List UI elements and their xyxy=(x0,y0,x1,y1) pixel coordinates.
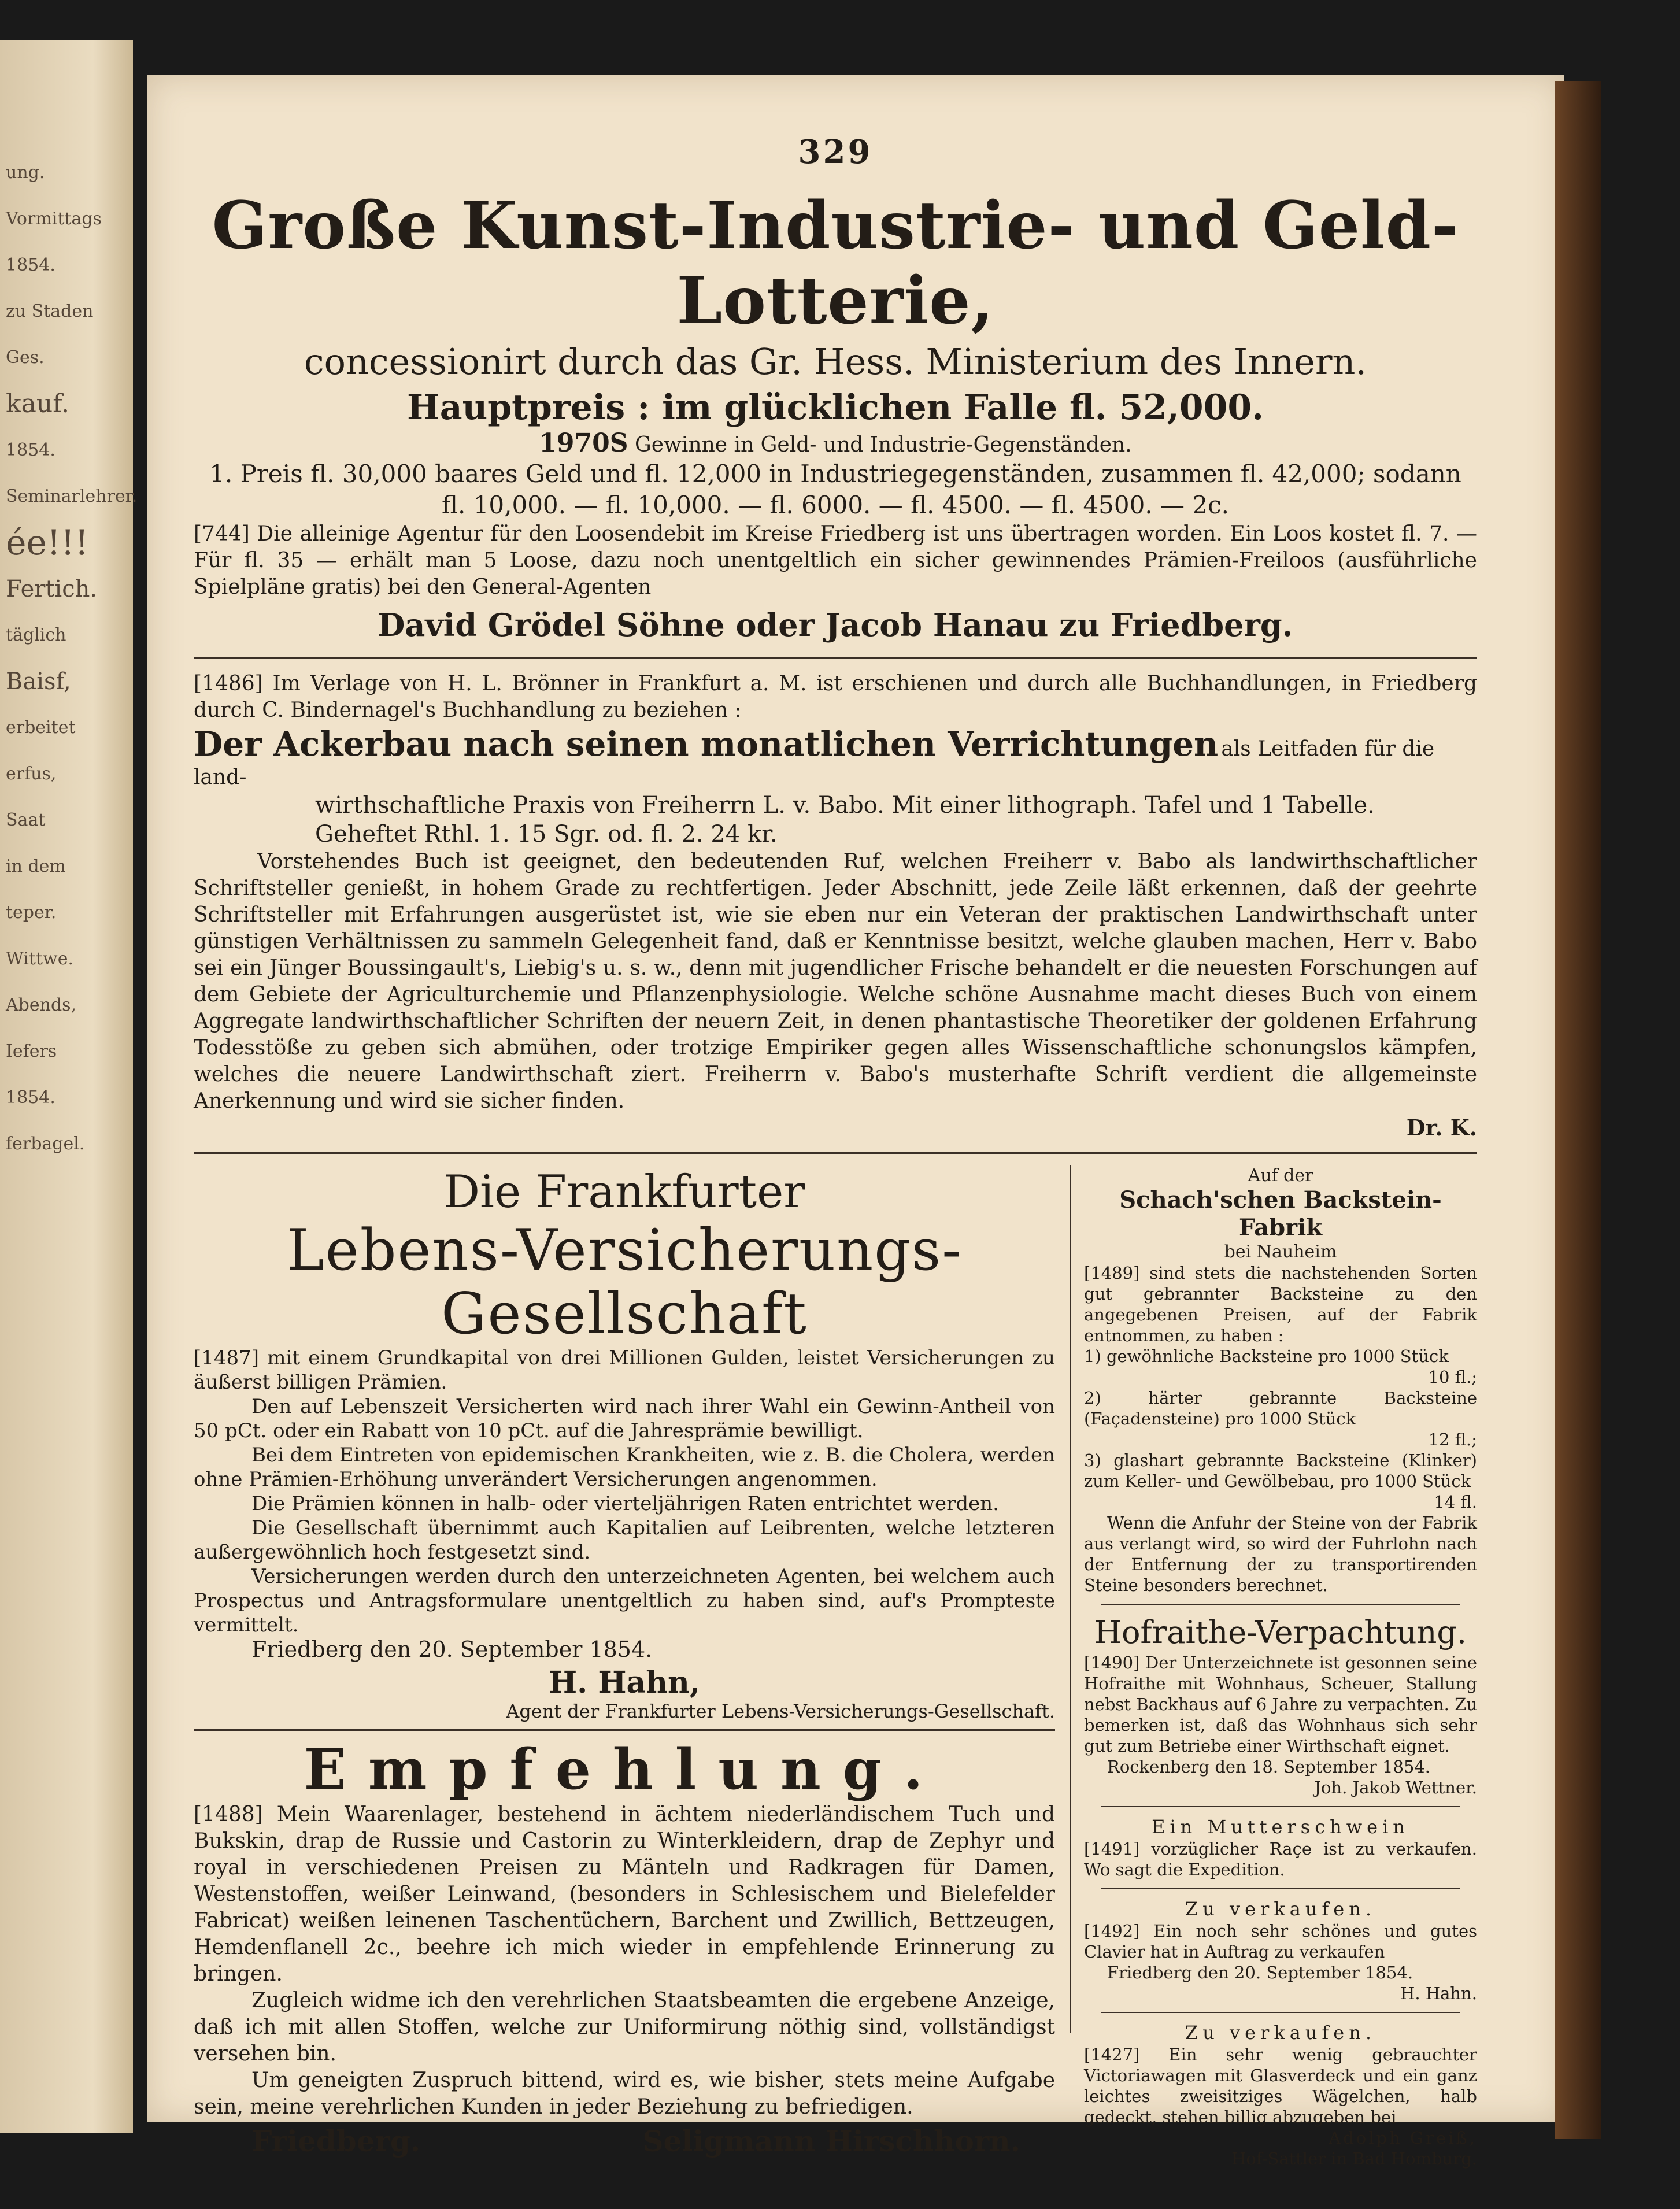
carriage-text: [1427] Ein sehr wenig gebrauchter Victoriawagen mit Glasverdeck und ein ganz leichtes zweisitziges Wägelchen, halb gedeckt, stehen billig abzugeben bei xyxy=(1084,2045,1477,2127)
left-margin-text: erfus, xyxy=(6,764,57,784)
empfehlung-text: [1488] Mein Waarenlager, bestehend in ächtem niederländischem Tuch und Bukskin, drap de Russie und Castorin zu Winterkleidern, drap de Zephyr und royal in verschiedenen Preisen zu Mänteln und Radkragen für Damen, Westenstoffen, weißer Leinwand, (besonders in Schlesischem und Bielefelder Fabricat) weißen leinenen Taschentüchern, Barchent und Zwillich, Bettzeugen, Hemdenflanell 2c., beehre ich mich wieder in empfehlende Erinnerung zu bringen. xyxy=(194,1803,1055,1986)
left-column xyxy=(194,1165,1055,2158)
left-margin-text: ung. xyxy=(6,162,45,183)
carriage-signer: Adolph Greiß, xyxy=(1329,2128,1477,2148)
sow-head: Ein Mutterschwein xyxy=(1152,1816,1409,1838)
hofraithe-signer: Joh. Jakob Wettner. xyxy=(1314,1778,1477,1797)
divider xyxy=(1101,1806,1460,1807)
brick-price: 14 fl. xyxy=(1434,1492,1477,1512)
left-margin-text: Seminarlehrer. xyxy=(6,486,138,506)
brick-item: 3) glashart gebrannte Backsteine (Klinker) zum Keller- und Gewölbebau, pro 1000 Stück xyxy=(1084,1451,1477,1491)
insurance-agent: Agent der Frankfurter Lebens-Versicherungs-Gesellschaft. xyxy=(506,1700,1055,1722)
insurance-text: Die Gesellschaft übernimmt auch Kapitalien auf Leibrenten, welche letzteren außergewöhnlich hoch festgesetzt sind. xyxy=(194,1516,1055,1564)
lottery-title: Große Kunst-Industrie- und Geld-Lotterie, xyxy=(212,188,1459,339)
empfehlung-text: Um geneigten Zuspruch bittend, wird es, wie bisher, stets meine Aufgabe sein, meine verehrlichen Kunden in jeder Beziehung zu befriedigen. xyxy=(194,2069,1055,2119)
divider xyxy=(1101,2012,1460,2013)
book-title: Der Ackerbau nach seinen monatlichen Verrichtungen xyxy=(194,724,1219,764)
left-margin-text: 1854. xyxy=(6,1087,55,1108)
empfehlung-ad xyxy=(194,1738,1055,2158)
brick-price: 12 fl.; xyxy=(1428,1430,1477,1449)
lottery-prize-line: fl. 10,000. — fl. 10,000. — fl. 6000. — fl. 4500. — fl. 4500. — 2c. xyxy=(441,491,1229,519)
insurance-ad xyxy=(194,1165,1055,1722)
left-margin-text: Ges. xyxy=(6,347,45,368)
carriage-head: Zu verkaufen. xyxy=(1185,2022,1376,2044)
insurance-text: Die Prämien können in halb- oder vierteljährigen Raten entrichtet werden. xyxy=(251,1492,999,1515)
brick-item: 1) gewöhnliche Backsteine pro 1000 Stück xyxy=(1084,1346,1449,1366)
brick-head3: bei Nauheim xyxy=(1224,1242,1337,1262)
two-column-section xyxy=(194,1165,1477,2169)
divider xyxy=(1101,1888,1460,1889)
empfehlung-place: Friedberg. xyxy=(251,2124,421,2158)
prize-count-text: Gewinne in Geld- und Industrie-Gegenständen. xyxy=(635,433,1132,457)
newspaper-page xyxy=(147,75,1564,2169)
book-title-line xyxy=(194,724,1477,791)
left-margin-text: Baisf, xyxy=(6,668,71,695)
book-review: Vorstehendes Buch ist geeignet, den bedeutenden Ruf, welchen Freiherr v. Babo als landwirthschaftlicher Schriftsteller genießt, in hohem Grade zu rechtfertigen. Jeder Abschnitt, jede Zeile läßt erkennen, daß der geehrte Schriftsteller mit Erfahrungen ausgerüstet ist, wie sie eben nur ein Veteran der praktischen Landwirthschaft unter günstigen Verhältnissen zu sammeln Gelegenheit fand, daß er Kenntnisse besitzt, welche glauben machen, Herr v. Babo sei ein Jünger Boussingault's, Liebig's u. s. w., denn mit jugendlicher Frische behandelt er die neuesten Forschungen auf dem Gebiete der Agriculturchemie und Pflanzenphysiologie. Welche schöne Ausnahme macht dieses Buch von einem Aggregate landwirthschaftlicher Schriften der neuern Zeit, in denen phantastische Theoretiker der goldenen Erfahrung Todesstöße zu geben sich abmühen, oder trotzige Empiriker gegen alles Wissenschaftliche schonungslos kämpfen, welches die neuere Landwirthschaft ziert. Freiherrn v. Babo's musterhafte Schrift verdient die allgemeinste Anerkennung und wird sie sicher finden. xyxy=(194,850,1477,1113)
left-margin-text: 1854. xyxy=(6,440,55,460)
left-margin-text: Fertich. xyxy=(6,576,98,602)
left-margin-text: Vormittags xyxy=(6,209,102,229)
left-margin-text: erbeitet xyxy=(6,717,76,738)
left-margin-text: täglich xyxy=(6,625,66,645)
left-margin-text: ferbagel. xyxy=(6,1134,85,1154)
lottery-prize-count xyxy=(194,430,1477,458)
page-content xyxy=(194,133,1477,2169)
hofraithe-ad xyxy=(1084,1613,1477,1798)
carriage-signer-title: Hof-Sattler in Bad Homburg. xyxy=(1231,2149,1477,2169)
insurance-text: [1487] mit einem Grundkapital von drei Millionen Gulden, leistet Versicherungen zu äußerst billigen Prämien. xyxy=(194,1346,1055,1394)
piano-text: [1492] Ein noch sehr schönes und gutes Clavier hat in Auftrag zu verkaufen xyxy=(1084,1921,1477,1962)
sow-text: [1491] vorzüglicher Raçe ist zu verkaufen. Wo sagt die Expedition. xyxy=(1084,1839,1477,1879)
hofraithe-text: [1490] Der Unterzeichnete ist gesonnen seine Hofraithe mit Wohnhaus, Scheuer, Stallung nebst Backhaus auf 6 Jahre zu verpachten. Zu bemerken ist, daß das Wohnhaus sich sehr gut zum Betriebe einer Wirthschaft eignet. xyxy=(1084,1653,1477,1756)
insurance-text: Bei dem Eintreten von epidemischen Krankheiten, wie z. B. die Cholera, werden ohne Prämien-Erhöhung unverändert Versicherungen angenommen. xyxy=(194,1444,1055,1491)
left-margin-text: Abends, xyxy=(6,995,77,1015)
left-margin-text: kauf. xyxy=(6,389,69,419)
left-margin-text: teper. xyxy=(6,902,57,923)
brick-price: 10 fl.; xyxy=(1428,1367,1477,1387)
book-title-tail: als Leitfaden für die land- xyxy=(194,737,1435,789)
brick-head2: Schach'schen Backstein-Fabrik xyxy=(1119,1186,1442,1241)
insurance-text: Versicherungen werden durch den unterzeichneten Agenten, bei welchem auch Prospectus und Antragsformulare unentgeltlich zu haben sind, auf's Prompteste vermittelt. xyxy=(194,1565,1055,1637)
left-margin-text: ée!!! xyxy=(6,523,89,563)
lottery-prize-line: 1. Preis fl. 30,000 baares Geld und fl. 12,000 in Industriegegenständen, zusammen fl. 42,000; sodann xyxy=(209,460,1461,488)
divider xyxy=(194,1729,1055,1731)
piano-ad xyxy=(1084,1897,1477,2004)
lottery-main-prize: Hauptpreis : im glücklichen Falle fl. 52,000. xyxy=(407,387,1264,428)
left-margin-text: 1854. xyxy=(6,255,55,275)
empfehlung-head: Empfehlung. xyxy=(304,1737,945,1802)
book-details: wirthschaftliche Praxis von Freiherrn L. v. Babo. Mit einer lithograph. Tafel und 1 Tabelle. xyxy=(315,792,1375,819)
divider xyxy=(194,657,1477,659)
brick-item: 2) härter gebrannte Backsteine (Façadensteine) pro 1000 Stück xyxy=(1084,1388,1477,1429)
empfehlung-signature xyxy=(194,2124,1055,2158)
left-margin-text: Saat xyxy=(6,810,46,830)
sow-ad xyxy=(1084,1815,1477,1880)
insurance-head1: Die Frankfurter xyxy=(443,1166,805,1218)
brick-note: Wenn die Anfuhr der Steine von der Fabrik aus verlangt wird, so wird der Fuhrlohn nach der Entfernung der zu transportirenden Steine besonders berechnet. xyxy=(1084,1513,1477,1595)
empfehlung-merchant: Seligmann Hirschhorn. xyxy=(642,2124,1020,2158)
piano-date: Friedberg den 20. September 1854. xyxy=(1107,1963,1413,1982)
brick-ad xyxy=(1084,1165,1477,1596)
hofraithe-head: Hofraithe-Verpachtung. xyxy=(1094,1614,1467,1651)
piano-signer: H. Hahn. xyxy=(1400,1984,1477,2003)
insurance-signer: H. Hahn, xyxy=(549,1665,700,1700)
page-number: 329 xyxy=(798,133,873,171)
divider xyxy=(194,1152,1477,1154)
carriage-ad xyxy=(1084,2021,1477,2169)
column-divider xyxy=(1070,1165,1071,2033)
book-intro: [1486] Im Verlage von H. L. Brönner in Frankfurt a. M. ist erschienen und durch alle Buchhandlungen, in Friedberg durch C. Bindernagel's Buchhandlung zu beziehen : xyxy=(194,672,1477,722)
insurance-head2: Lebens-Versicherungs-Gesellschaft xyxy=(286,1218,963,1347)
lottery-agency-text: [744] Die alleinige Agentur für den Loosendebit im Kreise Friedberg ist uns übertragen worden. Ein Loos kostet fl. 7. — Für fl. 35 — erhält man 5 Loose, dazu noch unentgeltlich ein sicher gewinnendes Prämien-Freiloos (ausführliche Spielpläne gratis) bei den General-Agenten xyxy=(194,522,1477,599)
left-margin-text: Iefers xyxy=(6,1041,57,1061)
brick-head1: Auf der xyxy=(1248,1165,1313,1186)
piano-head: Zu verkaufen. xyxy=(1185,1898,1376,1920)
prize-count-number: 1970S xyxy=(539,428,628,458)
insurance-date: Friedberg den 20. September 1854. xyxy=(251,1637,653,1662)
book-spine xyxy=(1555,81,1601,2139)
left-margin-text: zu Staden xyxy=(6,301,94,321)
left-margin-text: Wittwe. xyxy=(6,949,73,969)
lottery-ad xyxy=(194,188,1477,646)
hofraithe-date: Rockenberg den 18. September 1854. xyxy=(1107,1757,1431,1777)
left-margin-text: in dem xyxy=(6,856,66,876)
book-ad xyxy=(194,671,1477,1141)
right-column xyxy=(1084,1165,1477,2169)
brick-intro: [1489] sind stets die nachstehenden Sorten gut gebrannter Backsteine zu den angegebenen Preisen, auf der Fabrik entnommen, zu haben : xyxy=(1084,1263,1477,1345)
book-review-signature: Dr. K. xyxy=(1406,1115,1477,1141)
empfehlung-text: Zugleich widme ich den verehrlichen Staatsbeamten die ergebene Anzeige, daß ich mit allen Stoffen, welche zur Uniformirung nöthig sind, vollständigst versehen bin. xyxy=(194,1989,1055,2066)
insurance-text: Den auf Lebenszeit Versicherten wird nach ihrer Wahl ein Gewinn-Antheil von 50 pCt. oder ein Rabatt von 10 pCt. auf die Jahresprämie bewilligt. xyxy=(194,1395,1055,1442)
lottery-agents: David Grödel Söhne oder Jacob Hanau zu Friedberg. xyxy=(378,606,1293,643)
left-page-margin xyxy=(6,162,138,1179)
lottery-concession: concessionirt durch das Gr. Hess. Ministerium des Innern. xyxy=(304,341,1367,383)
divider xyxy=(1101,1604,1460,1605)
book-price: Geheftet Rthl. 1. 15 Sgr. od. fl. 2. 24 kr. xyxy=(315,821,778,848)
